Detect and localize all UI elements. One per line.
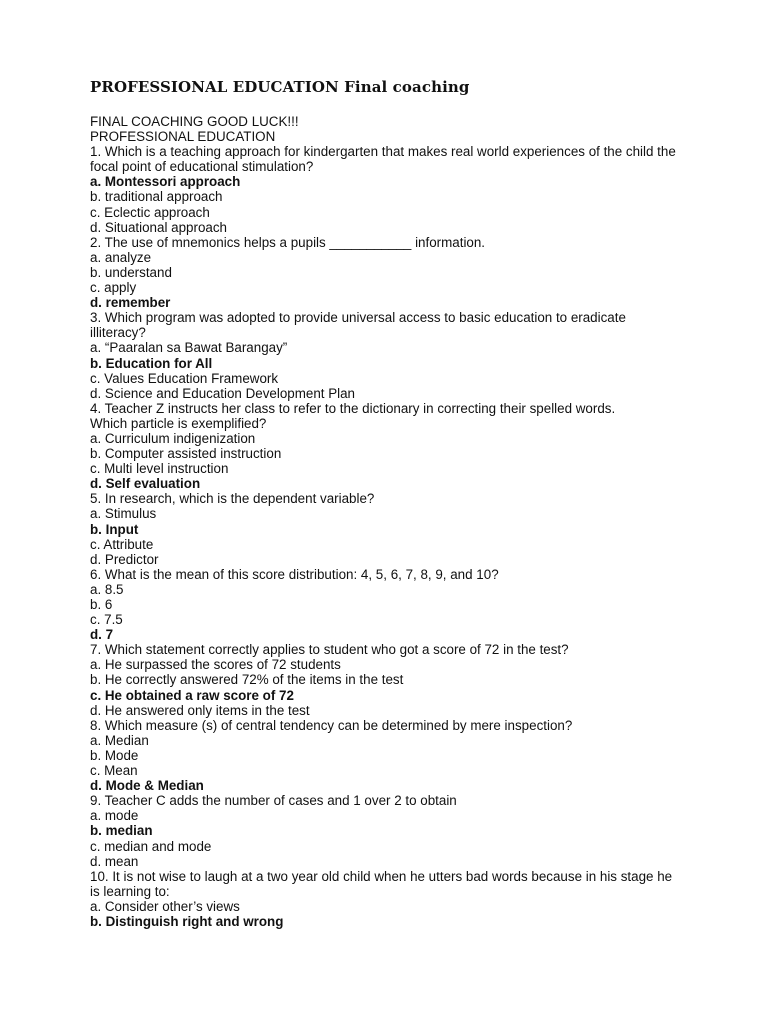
question-text: 10. It is not wise to laugh at a two year old child when he utters bad words because in his stage he is learning to: xyxy=(90,868,676,899)
question-block xyxy=(90,144,678,235)
answer-option: b. 6 xyxy=(90,597,113,612)
intro-line: PROFESSIONAL EDUCATION xyxy=(90,129,276,145)
answer-options xyxy=(90,174,678,234)
answer-option: d. He answered only items in the test xyxy=(90,702,310,718)
answer-option-correct: d. 7 xyxy=(90,627,114,643)
answer-option-correct: b. median xyxy=(90,823,153,839)
question-block xyxy=(90,491,678,566)
answer-option: c. Eclectic approach xyxy=(90,204,210,220)
answer-options xyxy=(90,582,678,642)
answer-option: c. Attribute xyxy=(90,536,154,552)
answer-option: b. understand xyxy=(90,264,172,280)
question-text: 4. Teacher Z instructs her class to refer to the dictionary in correcting their spelled words. Which particle is exemplified? xyxy=(90,400,616,431)
question-block xyxy=(90,235,678,310)
question-text: 8. Which measure (s) of central tendency can be determined by mere inspection? xyxy=(90,717,573,733)
answer-option-correct: d. remember xyxy=(90,295,171,311)
answer-options xyxy=(90,808,678,868)
answer-option: d. Science and Education Development Plan xyxy=(90,385,356,401)
answer-option: a. “Paaralan sa Bawat Barangay” xyxy=(90,340,288,356)
answer-option: a. mode xyxy=(90,808,139,824)
answer-option: a. Median xyxy=(90,732,149,748)
question-text: 2. The use of mnemonics helps a pupils ___________ information. xyxy=(90,234,486,250)
answer-option: a. analyze xyxy=(90,249,152,265)
answer-option-correct: b. Input xyxy=(90,521,139,537)
question-block xyxy=(90,401,678,492)
question-block xyxy=(90,869,678,929)
answer-options xyxy=(90,657,678,717)
answer-options xyxy=(90,250,678,310)
question-text: 6. What is the mean of this score distribution: 4, 5, 6, 7, 8, 9, and 10? xyxy=(90,566,499,582)
answer-option: a. Curriculum indigenization xyxy=(90,430,256,446)
question-block xyxy=(90,793,678,868)
answer-options xyxy=(90,733,678,793)
answer-option: a. He surpassed the scores of 72 students xyxy=(90,657,341,673)
answer-option-correct: c. He obtained a raw score of 72 xyxy=(90,687,294,703)
answer-option: b. He correctly answered 72% of the items in the test xyxy=(90,672,404,688)
answer-option: b. Mode xyxy=(90,747,139,763)
question-block xyxy=(90,718,678,793)
answer-option: c. 7.5 xyxy=(90,612,123,628)
answer-option: a. Consider other’s views xyxy=(90,898,240,914)
question-text: 7. Which statement correctly applies to student who got a score of 72 in the test? xyxy=(90,642,569,658)
question-text: 3. Which program was adopted to provide universal access to basic education to eradicate illiteracy? xyxy=(90,310,630,341)
intro-line: FINAL COACHING GOOD LUCK!!! xyxy=(90,114,299,129)
question-block xyxy=(90,310,678,401)
answer-option-correct: a. Montessori approach xyxy=(90,174,241,190)
question-text: 1. Which is a teaching approach for kindergarten that makes real world experiences of the child the focal point of educational stimulation? xyxy=(90,144,680,175)
answer-option: a. Stimulus xyxy=(90,506,157,522)
answer-option: b. Computer assisted instruction xyxy=(90,446,282,462)
answer-option: d. Situational approach xyxy=(90,219,227,235)
answer-option: c. median and mode xyxy=(90,838,212,854)
answer-option: b. traditional approach xyxy=(90,189,223,205)
answer-option: d. Predictor xyxy=(90,551,159,567)
answer-option-correct: d. Mode & Median xyxy=(90,778,204,794)
question-text: 9. Teacher C adds the number of cases and 1 over 2 to obtain xyxy=(90,793,457,809)
answer-option-correct: b. Education for All xyxy=(90,355,213,371)
answer-options xyxy=(90,340,678,400)
question-list xyxy=(90,144,678,929)
answer-option-correct: d. Self evaluation xyxy=(90,476,201,492)
answer-option: c. Multi level instruction xyxy=(90,461,229,477)
answer-option: a. 8.5 xyxy=(90,581,124,597)
question-block xyxy=(90,642,678,717)
document-body xyxy=(90,114,678,929)
answer-option-correct: b. Distinguish right and wrong xyxy=(90,913,284,929)
answer-options xyxy=(90,899,678,929)
question-text: 5. In research, which is the dependent variable? xyxy=(90,491,375,507)
answer-options xyxy=(90,431,678,491)
answer-option: c. Values Education Framework xyxy=(90,370,279,386)
document-title: PROFESSIONAL EDUCATION Final coaching xyxy=(90,78,470,96)
answer-options xyxy=(90,506,678,566)
answer-option: c. apply xyxy=(90,280,137,296)
answer-option: d. mean xyxy=(90,853,139,869)
question-block xyxy=(90,567,678,642)
answer-option: c. Mean xyxy=(90,763,138,779)
